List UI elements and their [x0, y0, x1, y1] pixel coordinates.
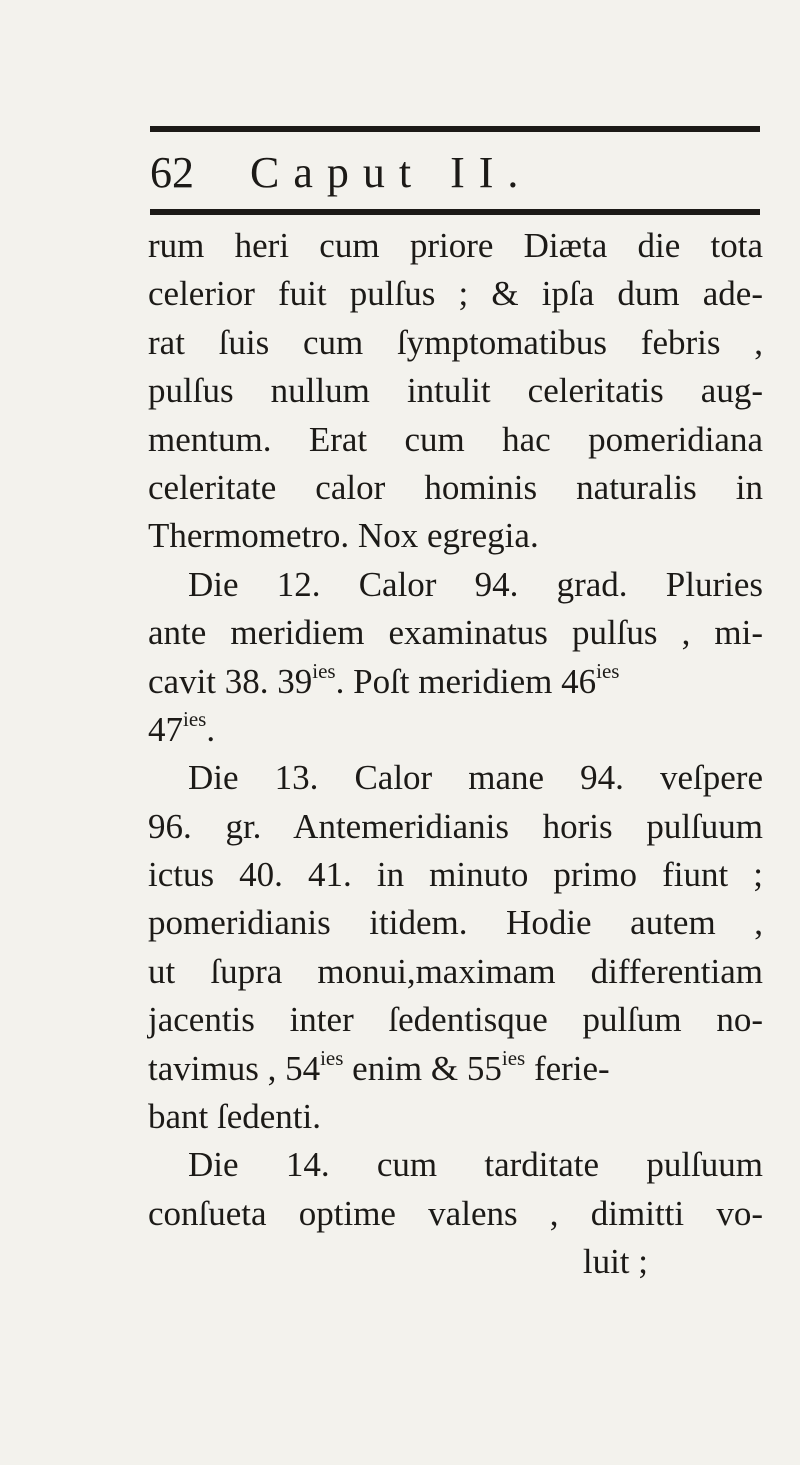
text-line: Die 14. cum tarditate pulſuum [188, 1145, 763, 1185]
text-line: bant ſedenti. [148, 1097, 322, 1137]
page-number: 62 [150, 148, 194, 197]
text-line: $47^{ies}$. [148, 707, 216, 749]
text-line: Thermometro. Nox egregia. [148, 516, 539, 556]
text-line: celerior fuit pulſus ; & ipſa dum ade- [148, 274, 763, 314]
page-header [150, 148, 770, 198]
text-line: Die 12. Calor 94. grad. Pluries [188, 564, 763, 604]
text-line: pulſus nullum intulit celeritatis aug- [148, 371, 763, 411]
text-line: rum heri cum priore Diæta die tota [148, 226, 763, 265]
text-line: luit ; [582, 1242, 648, 1282]
text-line: jacentis inter ſedentisque pulſum no- [148, 1000, 763, 1040]
text-line: celeritate calor hominis naturalis in [148, 467, 763, 507]
text-line: pomeridianis itidem. Hodie autem , [148, 903, 763, 943]
header-rule-bottom [150, 209, 760, 215]
text-line: mentum. Erat cum hac pomeridiana [148, 419, 763, 459]
text-line: tavimus , $54^{ies}$ enim & $55^{ies}$ ferie- [148, 1045, 610, 1088]
header-rule-top [150, 126, 760, 132]
body-text [148, 222, 763, 1287]
text-line: ut ſupra monui,maximam differentiam [148, 951, 763, 991]
text-line: Die 13. Calor mane 94. veſpere [188, 758, 763, 798]
running-head: Caput II. [250, 148, 533, 197]
text-line: conſueta optime valens , dimitti vo- [148, 1193, 763, 1233]
text-line: 96. gr. Antemeridianis horis pulſuum [148, 806, 763, 846]
text-line: rat ſuis cum ſymptomatibus febris , [148, 322, 763, 362]
text-line: cavit 38. $39^{ies}$. Poſt meridiem $46^{ies}$ [148, 658, 620, 701]
text-line: ictus 40. 41. in minuto primo fiunt ; [148, 855, 763, 895]
text-line: ante meridiem examinatus pulſus , mi- [148, 613, 763, 653]
